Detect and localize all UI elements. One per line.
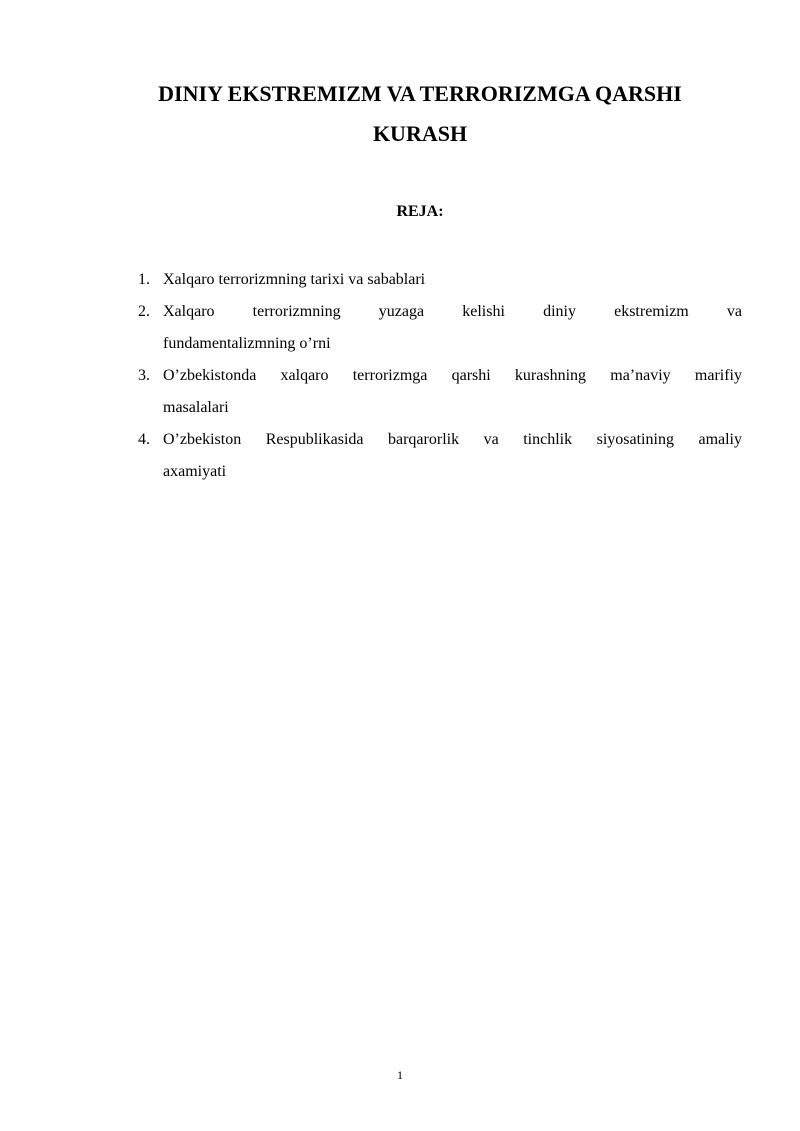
plan-item-text: O’zbekiston Respublikasida barqarorlik va tinchlik siyosatining amaliy [163,431,742,448]
plan-item [0,296,742,360]
plan-item-text: Xalqaro terrorizmning tarixi va sabablari [163,271,426,288]
plan-heading: REJA: [396,203,444,220]
plan-item-text: O’zbekistonda xalqaro terrorizmga qarshi kurashning ma’naviy marifiy [163,367,742,384]
title-line: DINIY EKSTREMIZM VA TERRORIZMGA QARSHI [158,81,682,106]
document-title [100,74,740,154]
plan-item-text: Xalqaro terrorizmning yuzaga kelishi diniy ekstremizm va [163,303,742,320]
plan-item-text-continued: masalalari [163,399,229,416]
plan-item [0,360,742,424]
title-line: KURASH [372,121,468,146]
plan-item-number: 3. [138,367,150,384]
plan-item [0,424,742,488]
plan-list [0,264,800,488]
plan-item-text-continued: axamiyati [163,463,227,480]
plan-item-number: 1. [138,271,150,288]
plan-item-number: 4. [138,431,150,448]
plan-item-text-continued: fundamentalizmning o’rni [163,335,331,352]
plan-item [0,264,742,296]
page-number: 1 [397,1068,403,1082]
plan-item-number: 2. [138,303,150,320]
